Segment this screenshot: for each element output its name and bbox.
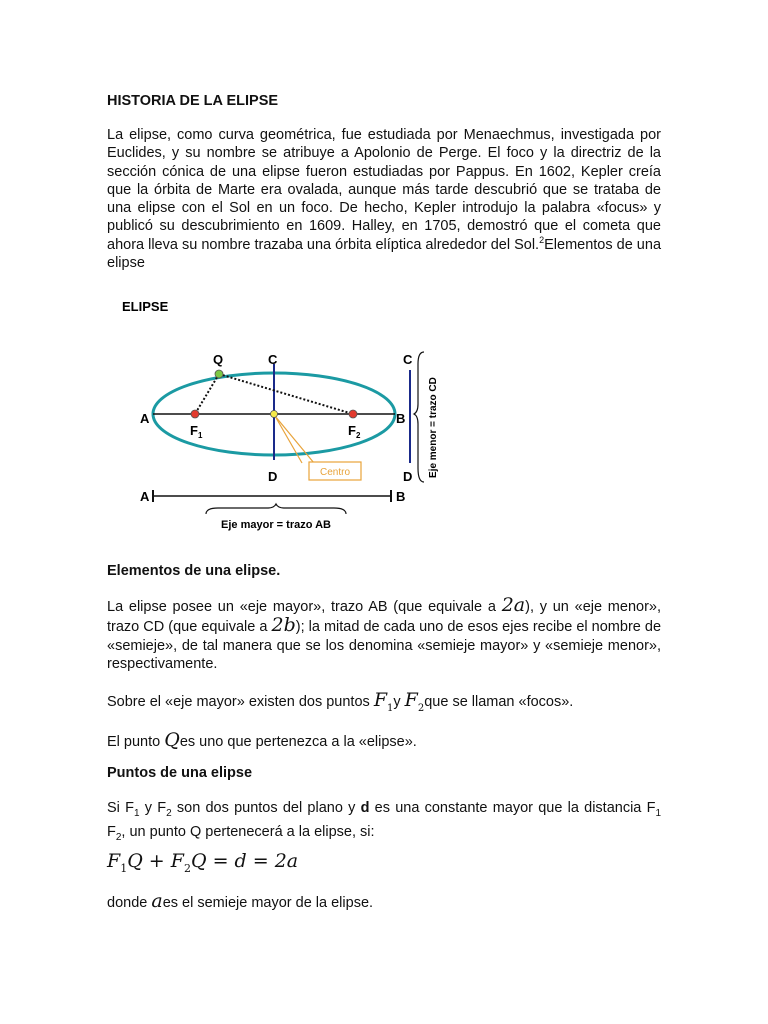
math-2b: 2b — [271, 614, 296, 637]
foci-text-2: que se llaman «focos». — [424, 694, 574, 710]
foci-text-y: y — [393, 694, 405, 710]
elements-text-2: ), y un «eje menor», trazo CD (que equivale a — [107, 599, 661, 636]
where-line — [107, 890, 373, 912]
label-c: C — [268, 352, 278, 367]
elements-paragraph — [107, 596, 661, 673]
elements-text-1: La elipse posee un «eje mayor», trazo AB (que equivale a — [107, 599, 502, 615]
label-d-right: D — [403, 469, 413, 484]
focus-f1 — [191, 410, 199, 418]
math-q: Q — [164, 729, 180, 751]
major-axis-label: Eje mayor = trazo AB — [221, 519, 331, 531]
q-f2-segment — [219, 374, 353, 414]
point-q-line — [107, 729, 417, 751]
minor-axis-brace — [414, 352, 424, 482]
elements-text-3: ); la mitad de cada uno de esos ejes recibe el nombre de «semieje», de tal manera que se los denomina «semieje mayor» y «semieje menor», respectivamente. — [107, 619, 662, 672]
constant-d: d — [360, 800, 370, 816]
axis-label-b: B — [396, 489, 406, 504]
diagram-title: ELIPSE — [122, 299, 169, 314]
foci-line — [107, 689, 573, 714]
center-point — [271, 411, 278, 418]
math-2a: 2a — [501, 594, 526, 616]
point-text-2: es uno que pertenezca a la «elipse». — [179, 734, 417, 750]
major-axis-brace — [206, 504, 346, 514]
label-f1: $F_1$ — [190, 423, 203, 440]
math-a: a — [151, 890, 163, 912]
label-a: A — [140, 411, 150, 426]
minor-axis-label: Eje menor = trazo CD — [428, 377, 439, 478]
heading-elements: Elementos de una elipse. — [107, 563, 281, 579]
footnote-ref: 2 — [539, 234, 545, 245]
ellipse-diagram — [118, 292, 458, 542]
label-q: Q — [213, 352, 224, 367]
history-tail: Elementos de una elipse — [107, 236, 662, 272]
heading-points: Puntos de una elipse — [107, 765, 253, 781]
title-history: HISTORIA DE LA ELIPSE — [107, 93, 279, 109]
math-f1: $F_1$ — [373, 689, 394, 714]
history-paragraph — [107, 126, 661, 272]
label-b: B — [396, 411, 406, 426]
point-q — [215, 370, 223, 378]
points-paragraph: Si $F_1$ y $F_2$ son dos puntos del plano y d es una constante mayor que la distancia $F_1$ $F_2$, un punto Q pertenecerá a la elipse, si: — [107, 800, 662, 844]
where-text-1: donde — [107, 895, 152, 911]
label-d: D — [268, 469, 278, 484]
history-text: La elipse, como curva geométrica, fue estudiada por Menaechmus, investigada por Euclides, y su nombre se atribuye a Apolonio de Perge. El foco y la directriz de la sección cónica de una elipse fueron estudiadas por Pappus. En 1602, Kepler creía que la órbita de Marte era ovalada, aunque más tarde descubrió que se trataba de una elipse con el Sol en un foco. De hecho, Kepler introdujo la palabra «focus» y publicó su descubrimiento en 1609. Halley, en 1705, demostró que el cometa que ahora lleva su nombre trazaba una órbita elíptica alrededor del Sol. — [107, 127, 661, 253]
math-f2: $F_2$ — [404, 689, 425, 714]
point-text-1: El punto — [107, 734, 165, 750]
axis-label-a: A — [140, 489, 150, 504]
centro-label: Centro — [319, 467, 351, 478]
where-text-2: es el semieje mayor de la elipse. — [162, 895, 374, 911]
label-c-right: C — [403, 352, 413, 367]
focus-f2 — [349, 410, 357, 418]
foci-text-1: Sobre el «eje mayor» existen dos puntos — [107, 694, 374, 710]
ellipse-formula: $F_1Q + F_2Q = d = 2a$ — [107, 850, 299, 875]
label-f2: $F_2$ — [348, 423, 361, 440]
